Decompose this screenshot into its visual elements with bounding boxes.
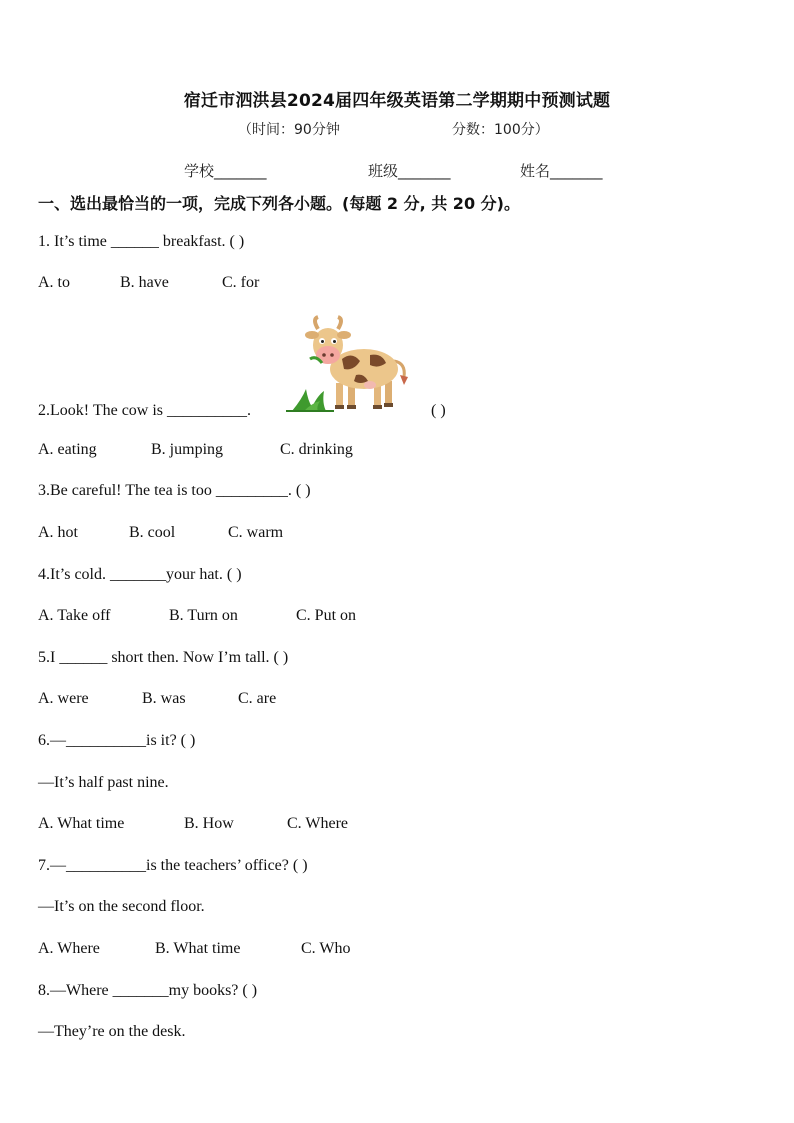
q4-option-b: B. Turn on: [169, 607, 238, 624]
question-2: 2.Look! The cow is __________.: [38, 402, 252, 419]
cow-illustration: [282, 311, 422, 421]
q5-option-c: C. are: [238, 690, 277, 707]
name-field: 姓名_______: [520, 162, 603, 180]
question-4: 4.It’s cold. _______your hat. ( ): [38, 566, 242, 583]
question-5: 5.I ______ short then. Now I’m tall. ( ): [38, 649, 289, 666]
question-6: 6.—__________is it? ( ): [38, 732, 196, 749]
q2-answer-paren: ( ): [431, 402, 446, 419]
q4-option-c: C. Put on: [296, 607, 357, 624]
q5-option-a: A. were: [38, 690, 89, 707]
q1-option-c: C. for: [222, 274, 260, 291]
q3-option-c: C. warm: [228, 524, 284, 541]
q7-option-a: A. Where: [38, 940, 100, 957]
question-8-reply: —They’re on the desk.: [38, 1023, 186, 1040]
q6-option-c: C. Where: [287, 815, 349, 832]
exam-time: （时间：90分钟: [238, 122, 340, 138]
page-title: 宿迁市泗洪县2024届四年级英语第二学期期中预测试题: [183, 91, 611, 111]
question-7: 7.—__________is the teachers’ office? ( ): [38, 857, 308, 874]
q2-option-a: A. eating: [38, 441, 97, 458]
class-field: 班级_______: [368, 162, 451, 180]
q6-option-b: B. How: [184, 815, 234, 832]
school-field: 学校_______: [184, 162, 267, 180]
section-heading: 一、选出最恰当的一项，完成下列各小题。(每题 2 分, 共 20 分)。: [38, 194, 520, 213]
q7-option-c: C. Who: [301, 940, 351, 957]
q1-option-a: A. to: [38, 274, 70, 291]
q6-option-a: A. What time: [38, 815, 125, 832]
q2-option-c: C. drinking: [280, 441, 353, 458]
q4-option-a: A. Take off: [38, 607, 111, 624]
question-1: 1. It’s time ______ breakfast. ( ): [38, 233, 245, 250]
question-6-reply: —It’s half past nine.: [38, 774, 169, 791]
q7-option-b: B. What time: [155, 940, 241, 957]
exam-score: 分数：100分）: [452, 122, 549, 138]
q3-option-b: B. cool: [129, 524, 176, 541]
q1-option-b: B. have: [120, 274, 169, 291]
question-8: 8.—Where _______my books? ( ): [38, 982, 258, 999]
question-3: 3.Be careful! The tea is too _________. ( ): [38, 482, 311, 499]
q2-option-b: B. jumping: [151, 441, 224, 458]
question-7-reply: —It’s on the second floor.: [38, 898, 205, 915]
q5-option-b: B. was: [142, 690, 186, 707]
q3-option-a: A. hot: [38, 524, 78, 541]
